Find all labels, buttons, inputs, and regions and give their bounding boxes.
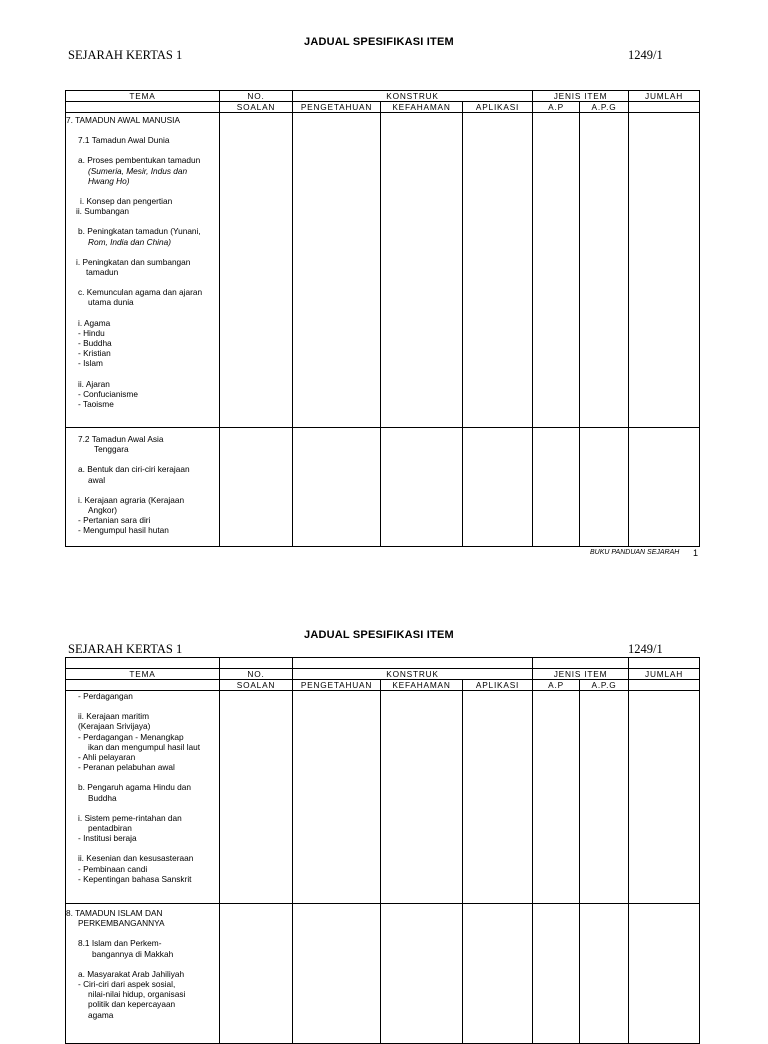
empty-cell <box>580 904 629 1044</box>
page-title: JADUAL SPESIFIKASI ITEM <box>304 36 454 48</box>
topic-line: pentadbiran <box>88 823 132 834</box>
empty-cell <box>220 428 293 547</box>
empty-cell <box>381 691 463 904</box>
header-blank <box>629 658 700 669</box>
empty-cell <box>381 428 463 547</box>
topic-line: - Confucianisme <box>78 388 138 399</box>
header-blank <box>66 680 220 691</box>
paper-code: 1249/1 <box>628 48 663 62</box>
topic-line: - Taoisme <box>78 399 114 410</box>
tema-heading: PERKEMBANGANNYA <box>78 918 165 929</box>
empty-cell <box>629 904 700 1044</box>
header-soalan: SOALAN <box>220 680 293 691</box>
paper-code: 1249/1 <box>628 642 663 656</box>
header-jenis-item: JENIS ITEM <box>533 669 629 680</box>
empty-cell <box>629 428 700 547</box>
topic-line: i. Konsep dan pengertian <box>80 196 173 207</box>
header-blank <box>220 658 293 669</box>
subtopic-title: bangannya di Makkah <box>92 948 174 959</box>
tema-cell <box>66 904 220 1044</box>
page-title: JADUAL SPESIFIKASI ITEM <box>304 629 454 641</box>
topic-line: politik dan kepercayaan <box>88 999 176 1010</box>
header-jenis-item: JENIS ITEM <box>533 91 629 102</box>
topic-line: a. Proses pembentukan tamadun <box>78 155 201 166</box>
tema-cell <box>66 428 220 547</box>
topic-line: - Perdagangan - Menangkap <box>78 731 184 742</box>
topic-line: i. Peningkatan dan sumbangan <box>76 256 191 267</box>
tema-heading: 8. TAMADUN ISLAM DAN <box>66 908 163 918</box>
empty-cell <box>533 904 580 1044</box>
subtopic-title: 8.1 Islam dan Perkem- <box>78 938 162 949</box>
empty-cell <box>293 904 381 1044</box>
header-konstruk: KONSTRUK <box>293 669 533 680</box>
header-pengetahuan: PENGETAHUAN <box>293 680 381 691</box>
topic-line: - Kristian <box>78 348 111 359</box>
header-apg: A.P.G <box>580 102 629 113</box>
empty-cell <box>220 691 293 904</box>
topic-line: b. Peningkatan tamadun (Yunani, <box>78 226 201 237</box>
topic-line: - Pembinaan candi <box>78 863 148 874</box>
empty-cell <box>580 691 629 904</box>
topic-line: a. Masyarakat Arab Jahiliyah <box>78 968 185 979</box>
topic-line: agama <box>88 1009 114 1020</box>
header-jumlah: JUMLAH <box>629 91 700 102</box>
topic-line: nilai-nilai hidup, organisasi <box>88 989 186 1000</box>
spec-table <box>65 657 700 1044</box>
topic-line: (Sumeria, Mesir, Indus dan <box>88 165 188 176</box>
page-number: 1 <box>693 548 699 558</box>
empty-cell <box>220 904 293 1044</box>
empty-cell <box>293 113 381 428</box>
header-jumlah: JUMLAH <box>629 669 700 680</box>
topic-line: a. Bentuk dan ciri-ciri kerajaan <box>78 464 190 475</box>
topic-line: i. Kerajaan agraria (Kerajaan <box>78 494 185 505</box>
topic-line: ii. Sumbangan <box>76 206 130 217</box>
header-aplikasi: APLIKASI <box>463 680 533 691</box>
empty-cell <box>381 904 463 1044</box>
spec-table <box>65 90 700 547</box>
header-tema: TEMA <box>66 669 220 680</box>
topic-line: i. Sistem peme-rintahan dan <box>78 812 182 823</box>
empty-cell <box>533 113 580 428</box>
topic-line: tamadun <box>86 267 119 278</box>
subject-label: SEJARAH KERTAS 1 <box>68 48 183 62</box>
topic-line: - Pertanian sara diri <box>78 515 151 526</box>
header-kefahaman: KEFAHAMAN <box>381 680 463 691</box>
topic-line: ii. Kesenian dan kesusasteraan <box>78 853 194 864</box>
tema-heading: 7. TAMADUN AWAL MANUSIA <box>66 115 181 125</box>
tema-cell <box>66 691 220 904</box>
header-apg: A.P.G <box>580 680 629 691</box>
empty-cell <box>463 691 533 904</box>
empty-cell <box>463 113 533 428</box>
topic-line: - Ciri-ciri dari aspek sosial, <box>78 979 176 990</box>
subtopic-title: 7.1 Tamadun Awal Dunia <box>78 135 170 146</box>
header-aplikasi: APLIKASI <box>463 102 533 113</box>
header-blank <box>533 658 629 669</box>
header-blank <box>629 680 700 691</box>
header-no: NO. <box>220 91 293 102</box>
empty-cell <box>463 428 533 547</box>
empty-cell <box>580 428 629 547</box>
topic-line: - Institusi beraja <box>78 833 137 844</box>
empty-cell <box>533 691 580 904</box>
topic-line: awal <box>88 474 106 485</box>
tema-cell <box>66 113 220 428</box>
header-no: NO. <box>220 669 293 680</box>
empty-cell <box>580 113 629 428</box>
header-ap: A.P <box>533 680 580 691</box>
header-kefahaman: KEFAHAMAN <box>381 102 463 113</box>
topic-line: Angkor) <box>88 505 118 516</box>
header-tema: TEMA <box>66 91 220 102</box>
subtopic-title: 7.2 Tamadun Awal Asia <box>78 434 164 444</box>
empty-cell <box>533 428 580 547</box>
empty-cell <box>629 691 700 904</box>
topic-line: ii. Kerajaan maritim <box>78 711 150 722</box>
topic-line: utama dunia <box>88 297 134 308</box>
footer-note: BUKU PANDUAN SEJARAH <box>590 549 680 556</box>
topic-line: - Islam <box>78 358 103 369</box>
empty-cell <box>293 691 381 904</box>
topic-line: - Hindu <box>78 327 105 338</box>
topic-line: - Ahli pelayaran <box>78 752 136 763</box>
topic-line: ikan dan mengumpul hasil laut <box>88 741 201 752</box>
topic-line: b. Pengaruh agama Hindu dan <box>78 782 192 793</box>
topic-line: - Perdagangan <box>78 691 133 701</box>
topic-line: i. Agama <box>78 317 111 328</box>
subtopic-title: Tenggara <box>94 444 129 455</box>
header-blank <box>66 658 220 669</box>
topic-line: c. Kemunculan agama dan ajaran <box>78 287 203 298</box>
empty-cell <box>629 113 700 428</box>
topic-line: (Kerajaan Srivijaya) <box>78 721 151 732</box>
empty-cell <box>220 113 293 428</box>
topic-line: ii. Ajaran <box>78 378 110 389</box>
topic-line: Hwang Ho) <box>88 175 130 186</box>
header-konstruk: KONSTRUK <box>293 91 533 102</box>
topic-line: - Mengumpul hasil hutan <box>78 525 169 536</box>
empty-cell <box>463 904 533 1044</box>
header-blank <box>629 102 700 113</box>
empty-cell <box>381 113 463 428</box>
topic-line: - Buddha <box>78 338 112 349</box>
topic-line: - Kepentingan bahasa Sanskrit <box>78 873 192 884</box>
topic-line: Buddha <box>88 792 117 803</box>
header-blank <box>66 102 220 113</box>
subject-label: SEJARAH KERTAS 1 <box>68 642 183 656</box>
header-soalan: SOALAN <box>220 102 293 113</box>
topic-line: Rom, India dan China) <box>88 236 172 247</box>
header-blank <box>293 658 533 669</box>
header-ap: A.P <box>533 102 580 113</box>
header-pengetahuan: PENGETAHUAN <box>293 102 381 113</box>
empty-cell <box>293 428 381 547</box>
topic-line: - Peranan pelabuhan awal <box>78 762 175 773</box>
